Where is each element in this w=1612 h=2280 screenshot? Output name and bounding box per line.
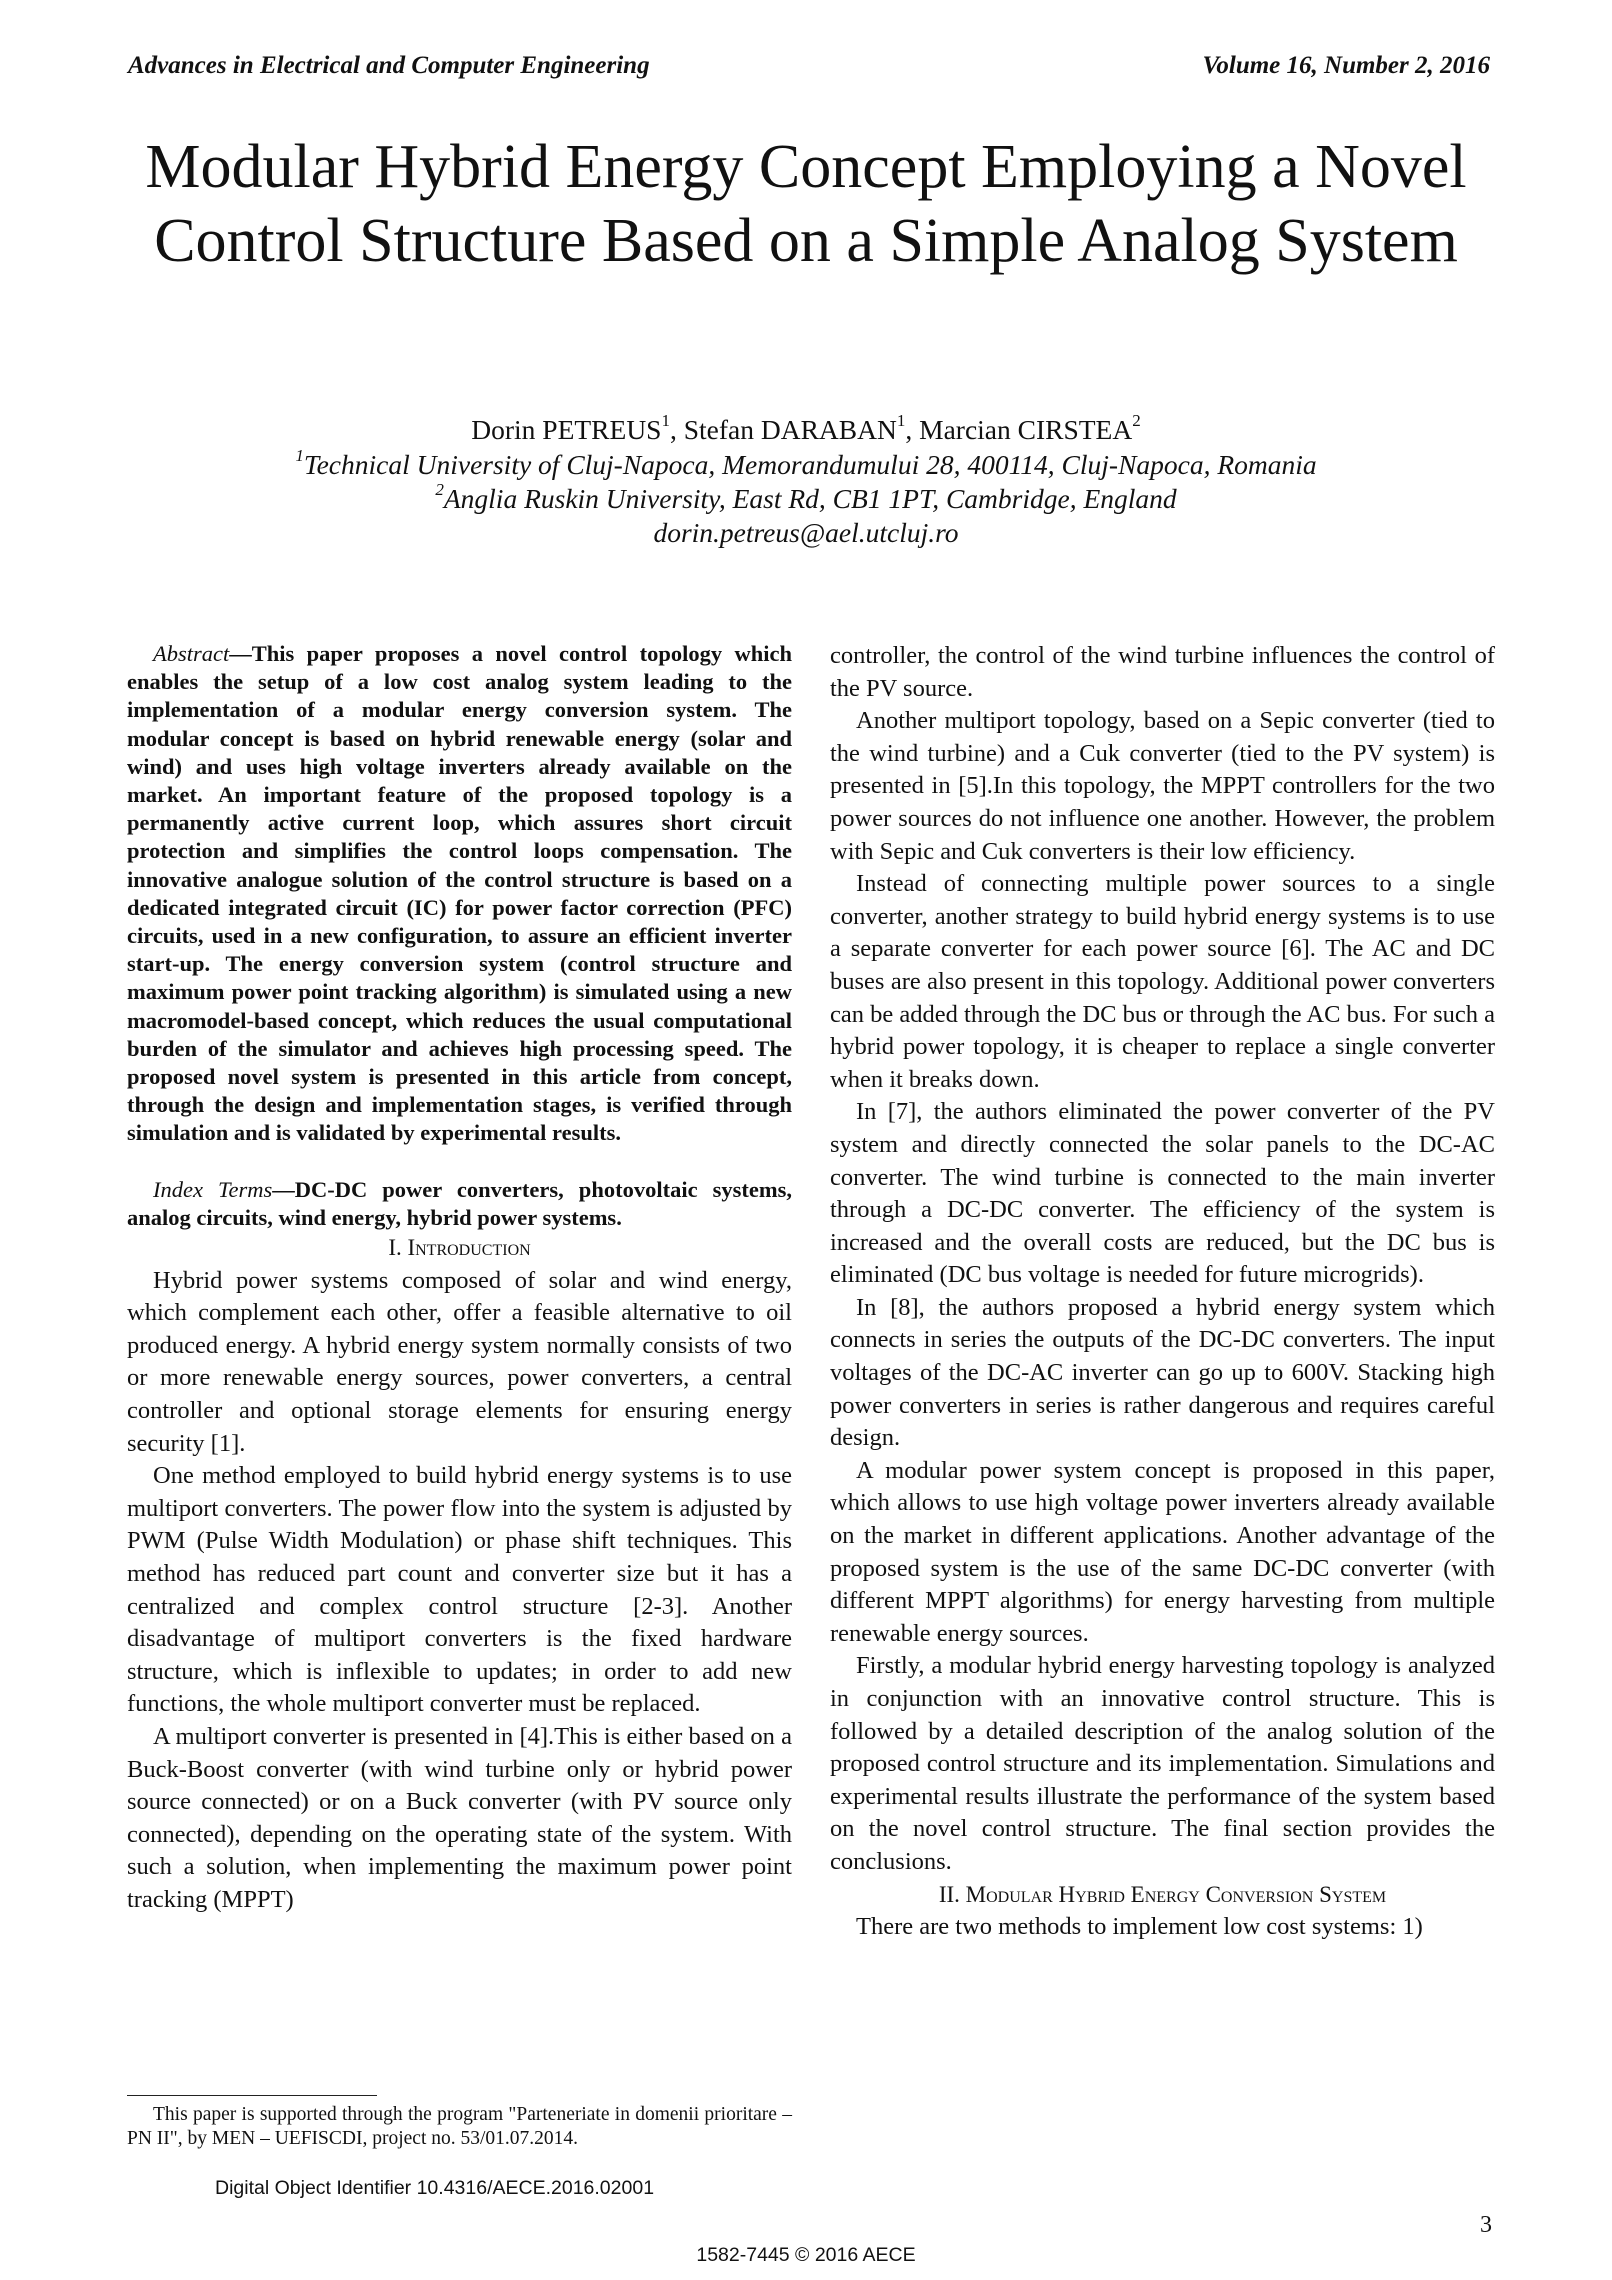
author-name: Dorin PETREUS	[471, 414, 662, 445]
paragraph: A multiport converter is presented in [4].This is either based on a Buck-Boost converter (with wind turbine only or hybrid power source connected) or on a Buck converter (with PV source only connected), depending on the operating state of the system. With such a solution, when implementing the maximum power point tracking (MPPT)	[127, 1722, 792, 1913]
paragraph: A modular power system concept is proposed in this paper, which allows to use high voltage power inverters already available on the market in different applications. Another advantage of the proposed system is the use of the same DC-DC converter (with different MPPT algorithms) for energy harvesting from multiple renewable energy sources.	[830, 1456, 1495, 1647]
affiliation-1: $^1$Technical University of Cluj-Napoca, Memorandumului 28, 400114, Cluj-Napoca, Romania	[295, 446, 1317, 480]
paragraph: In [7], the authors eliminated the power converter of the PV system and directly connected the solar panels to the DC-AC converter. The wind turbine is connected to the main inverter through a DC-DC converter. The efficiency of the system is increased and the overall costs are reduced, but the DC bus is eliminated (DC bus voltage is needed for future microgrids).	[830, 1098, 1495, 1289]
journal-name: Advances in Electrical and Computer Engineering	[128, 52, 650, 79]
author-list: Dorin PETREUS$^1$, Stefan DARABAN$^1$, Marcian CIRSTEA$^2$	[471, 411, 1141, 445]
issn-copyright: 1582-7445 © 2016 AECE	[696, 2244, 916, 2266]
paragraph: There are two methods to implement low cost systems: 1)	[856, 1913, 1423, 1941]
section-heading: I. Introduction	[388, 1235, 531, 1261]
author-affiliation-mark: 1	[661, 411, 670, 431]
paragraph: In [8], the authors proposed a hybrid energy system which connects in series the outputs of the DC-DC converters. The input voltages of the DC-AC inverter can go up to 600V. Stacking high power converters in series is rather dangerous and requires careful design.	[830, 1293, 1495, 1452]
author-affiliation-mark: 1	[896, 411, 906, 431]
affiliation-2: $^2$Anglia Ruskin University, East Rd, CB1 1PT, Cambridge, England	[435, 480, 1177, 514]
footnote-divider	[127, 2095, 377, 2096]
paragraph: Another multiport topology, based on a Sepic converter (tied to the wind turbine) and a Cuk converter (tied to the PV system) is presented in [5].In this topology, the MPPT controllers for the two power sources do not influence one another. However, the problem with Sepic and Cuk converters is their low efficiency.	[830, 707, 1495, 865]
volume-info: Volume 16, Number 2, 2016	[1202, 52, 1490, 79]
abstract-label: Abstract	[153, 641, 230, 666]
paragraph: Firstly, a modular hybrid energy harvesting topology is analyzed in conjunction with an innovative control structure. This is followed by a detailed description of the analog solution of the proposed control structure and its implementation. Simulations and experimental results illustrate the performance of the system based on the novel control structure. The final section provides the conclusions.	[830, 1652, 1495, 1875]
index-terms-label: Index Terms	[153, 1176, 273, 1202]
index-terms: Index Terms—DC-DC power converters, photovoltaic systems, analog circuits, wind energy, hybrid power systems.	[127, 1176, 792, 1230]
right-column	[830, 640, 1495, 1944]
paragraph: One method employed to build hybrid energy systems is to use multiport converters. The power flow into the system is adjusted by PWM (Pulse Width Modulation) or phase shift techniques. This method has reduced part count and converter size but it has a centralized and complex control structure [2-3]. Another disadvantage of multiport converters is the fixed hardware structure, which is inflexible to updates; in order to add new functions, the whole multiport converter must be replaced.	[127, 1462, 792, 1718]
abstract: Abstract—This paper proposes a novel control topology which enables the setup of a low cost analog system leading to the implementation of a modular energy conversion system. The modular concept is based on hybrid renewable energy (solar and wind) and uses high voltage inverters already available on the market. An important feature of the proposed topology is a permanently active current loop, which assures short circuit protection and simplifies the control loops compensation. The innovative analogue solution of the control structure is based on a dedicated integrated circuit (IC) for power factor correction (PFC) circuits, used in a new configuration, to assure an efficient inverter start-up. The energy conversion system (control structure and maximum power point tracking algorithm) is simulated using a new macromodel-based concept, which reduces the usual computational burden of the simulator and achieves high processing speed. The proposed novel system is presented in this article from concept, through the design and implementation stages, is verified through simulation and is validated by experimental results.	[127, 641, 792, 1146]
paragraph: Hybrid power systems composed of solar and wind energy, which complement each other, offer a feasible alternative to oil produced energy. A hybrid energy system normally consists of two or more renewable energy sources, power converters, a central controller and optional storage elements for ensuring energy security [1].	[127, 1266, 792, 1457]
contact-email: dorin.petreus@ael.utcluj.ro	[653, 517, 959, 548]
doi: Digital Object Identifier 10.4316/AECE.2016.02001	[215, 2177, 655, 2199]
footnote: This paper is supported through the program "Parteneriate in domenii prioritare – PN II", by MEN – UEFISCDI, project no. 53/01.07.2014.	[127, 2104, 792, 2149]
paper-title: Modular Hybrid Energy Concept Employing a Novel Control Structure Based on a Simple Analog System	[145, 133, 1467, 275]
author-affiliation-mark: 2	[1132, 411, 1141, 431]
left-column	[127, 640, 792, 1917]
section-heading: II. Modular Hybrid Energy Conversion System	[938, 1881, 1387, 1907]
paragraph: Instead of connecting multiple power sources to a single converter, another strategy to build hybrid energy systems is to use a separate converter for each power source [6]. The AC and DC buses are also present in this topology. Additional power converters can be added through the DC bus or through the AC bus. For such a hybrid power topology, it is cheaper to replace a single converter when it breaks down.	[830, 870, 1495, 1093]
author-name: Stefan DARABAN	[683, 414, 897, 445]
paragraph-continuation: controller, the control of the wind turbine influences the control of the PV source.	[830, 642, 1495, 702]
page-number: 3	[1480, 2212, 1492, 2238]
author-name: Marcian CIRSTEA	[919, 414, 1133, 445]
